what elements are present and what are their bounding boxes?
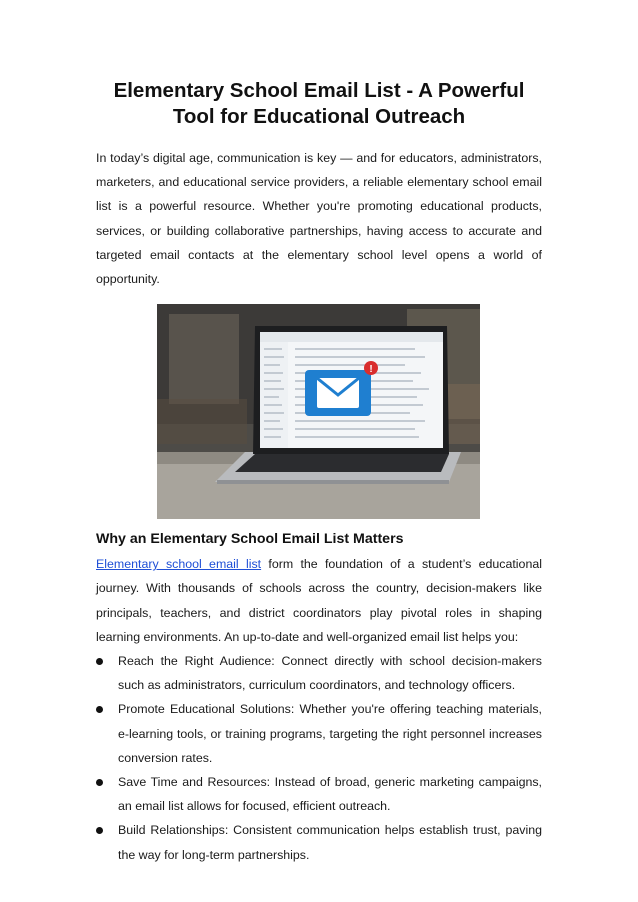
bullet-icon [96,779,103,786]
list-item: Save Time and Resources: Instead of broad, generic marketing campaigns, an email list allows for focused, efficient outreach. [96,770,542,818]
bullet-icon [96,658,103,665]
section-paragraph-text: form the foundation of a student’s educational journey. With thousands of schools across the country, decision-makers like principals, teachers, and district coordinators play pivotal roles in shaping learning environments. An up-to-date and well-organized email list helps you: [96,557,542,644]
section-heading: Why an Elementary School Email List Matters [96,531,404,548]
bullet-icon [96,827,103,834]
page-title: Elementary School Email List - A Powerful Tool for Educational Outreach [113,79,525,128]
document-page [96,78,542,867]
list-item: Promote Educational Solutions: Whether you're offering teaching materials, e-learning tools, or training programs, targeting the right personnel increases conversion rates. [96,697,542,770]
intro-paragraph: In today’s digital age, communication is key — and for educators, administrators, marketers, and educational service providers, a reliable elementary school email list is a powerful resource. Whether you're promoting educational products, services, or building collaborative partnerships, having access to accurate and targeted email contacts at the elementary school level opens a world of opportunity. [96,151,542,287]
email-list-link[interactable]: Elementary school email list [96,557,262,572]
list-item: Reach the Right Audience: Connect directly with school decision-makers such as administrators, curriculum coordinators, and technology officers. [96,649,542,697]
laptop-photo [157,304,480,519]
section-paragraph [96,552,542,649]
alert-badge-icon [364,361,378,375]
list-item: Build Relationships: Consistent communication helps establish trust, paving the way for long-term partnerships. [96,818,542,866]
bullet-icon [96,706,103,713]
hero-image [157,304,480,519]
svg-text:!: ! [369,364,373,376]
mail-envelope-icon [305,370,371,416]
benefits-list [96,649,542,867]
